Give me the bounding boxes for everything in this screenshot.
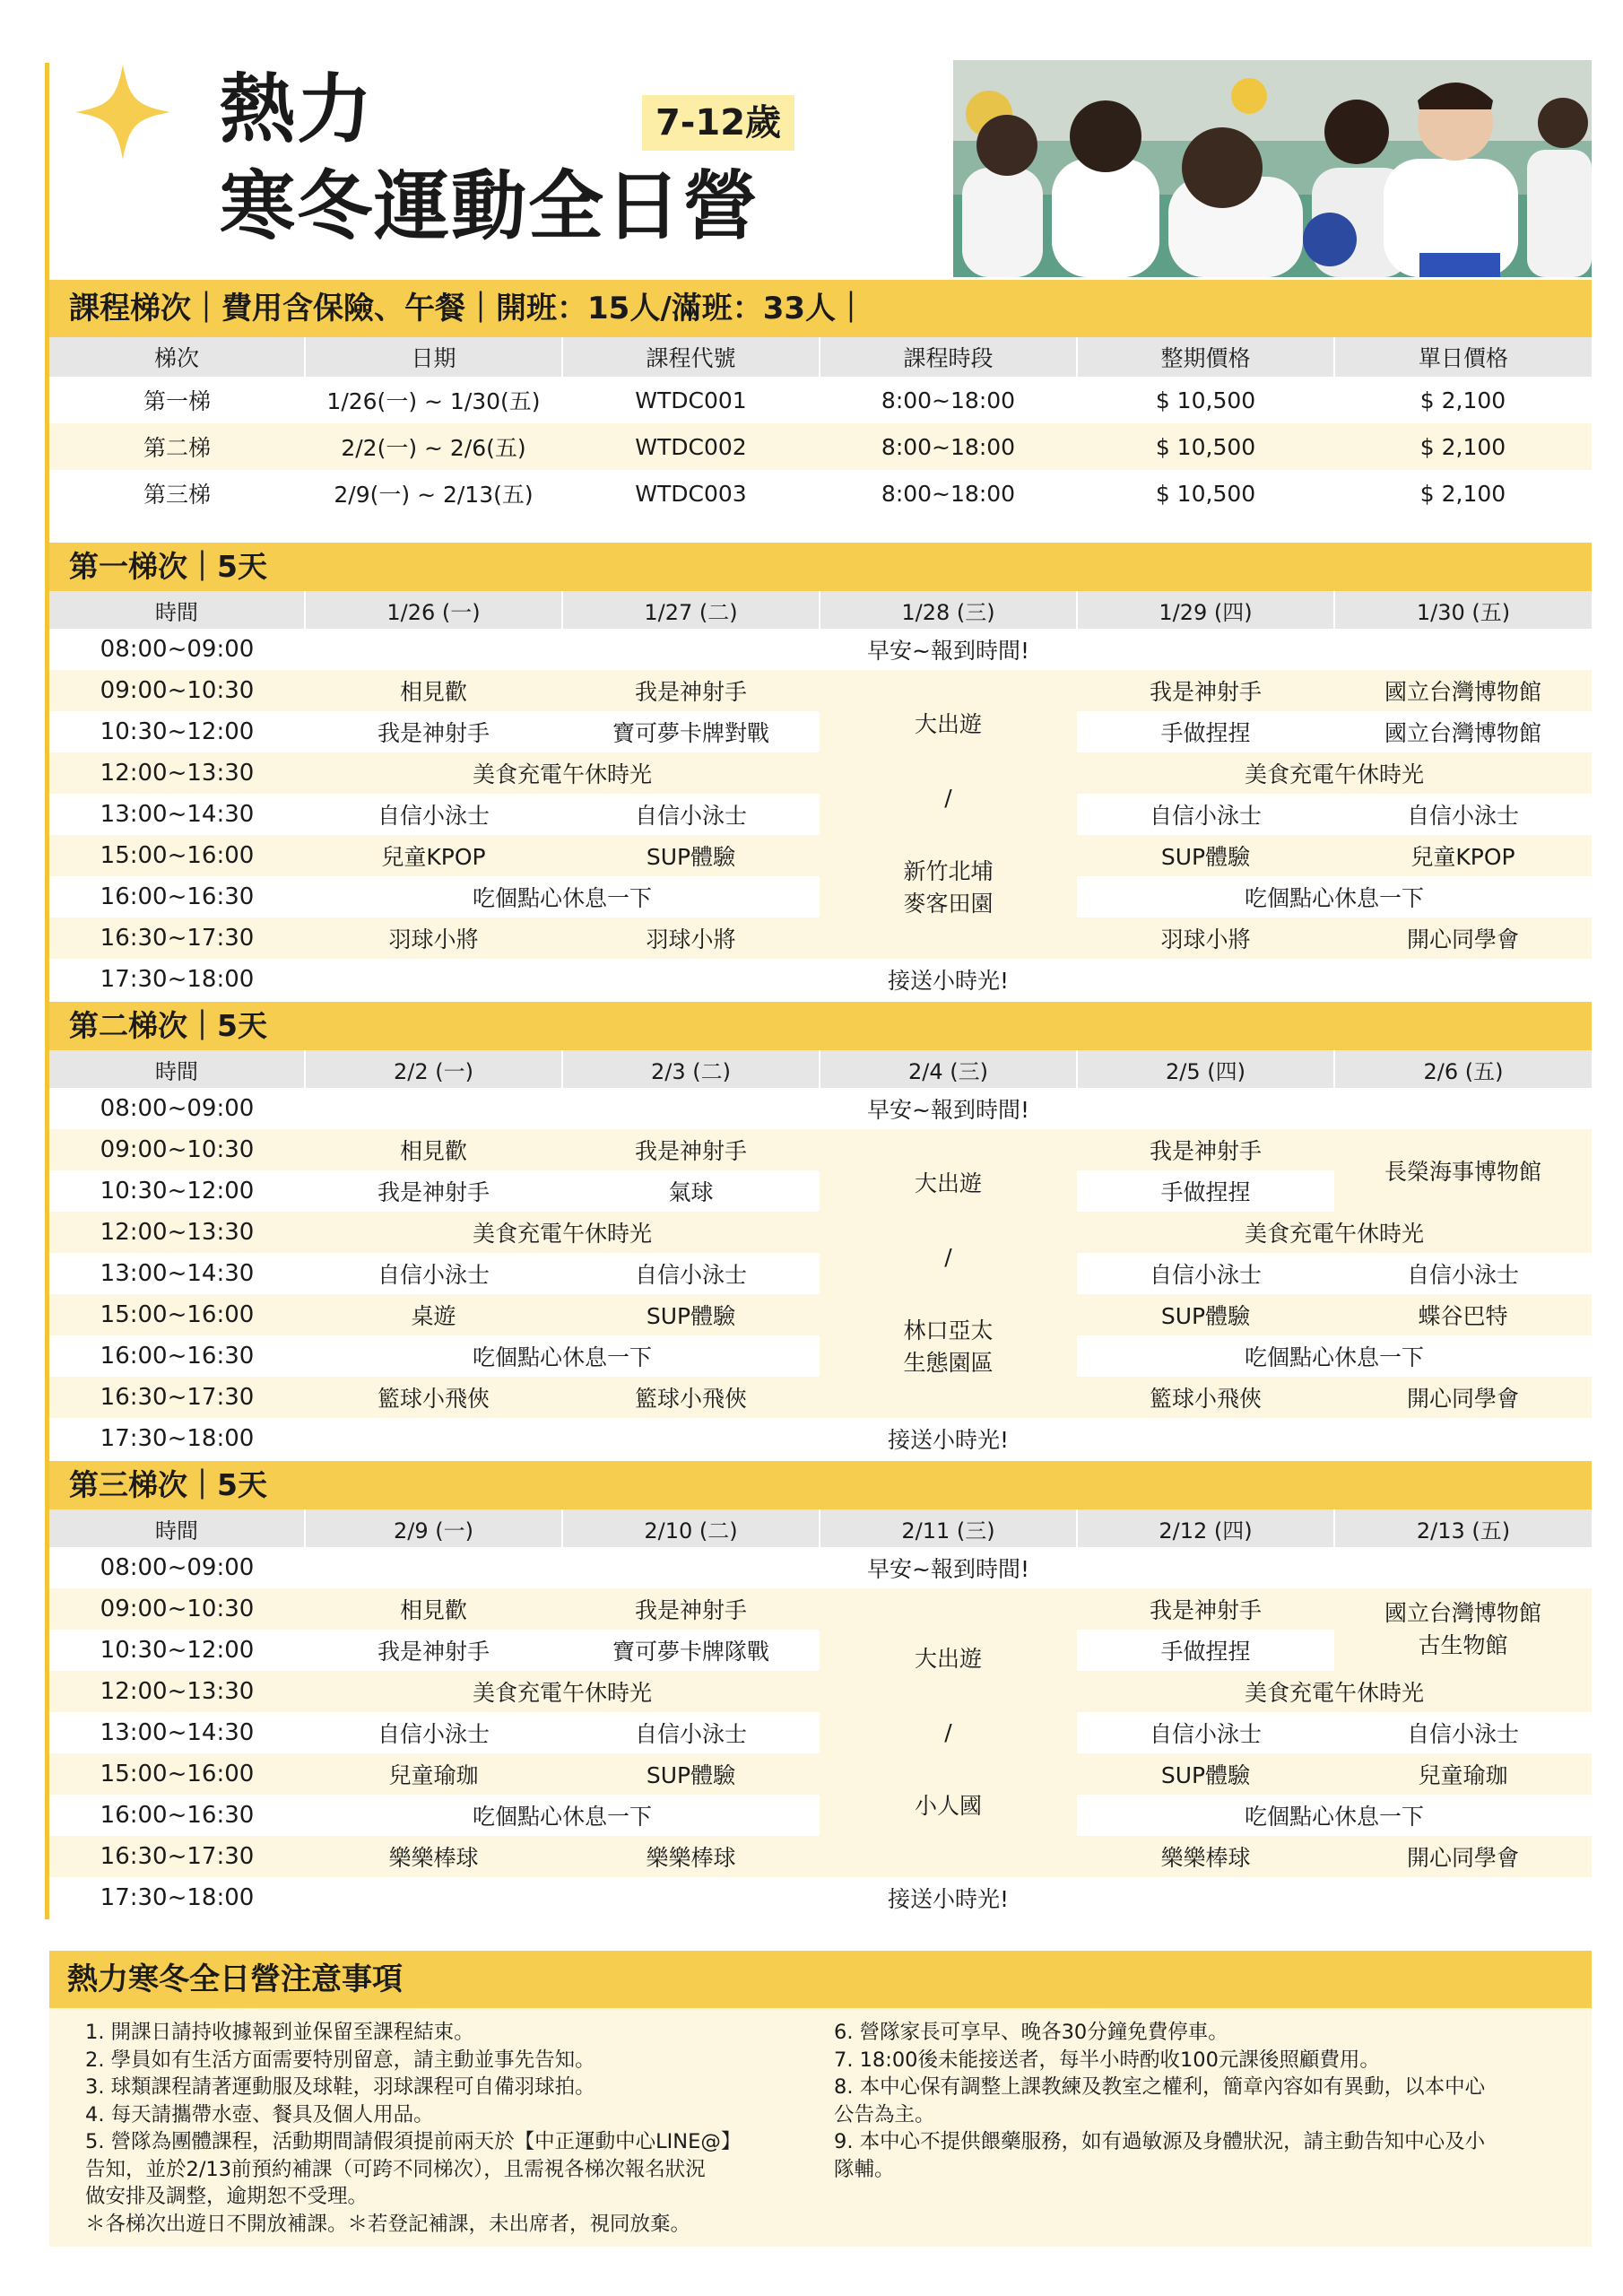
- activity-cell: 我是神射手: [377, 720, 490, 746]
- table-cell: $ 2,100: [1334, 423, 1592, 470]
- note-line: 8. 本中心保有調整上課教練及教室之權利，簡章內容如有異動，以本中心: [834, 2075, 1486, 2099]
- table-cell: $ 10,500: [1155, 387, 1256, 413]
- time-cell: 08:00~09:00: [100, 636, 255, 663]
- activity-cell: 自信小泳士: [377, 803, 490, 829]
- price-header-cell: 課程代號: [562, 337, 820, 377]
- lunch-cell: 美食充電午休時光: [305, 752, 820, 794]
- session-2-schedule: [49, 1050, 1592, 1459]
- activity-cell: 自信小泳士: [1406, 803, 1519, 829]
- trip-cell: [820, 1129, 1077, 1418]
- table-cell: $ 10,500: [1077, 423, 1334, 470]
- morning-cell: 早安~報到時間!: [867, 1556, 1029, 1582]
- activity-cell: 兒童瑜珈: [1334, 1753, 1592, 1795]
- time-cell: 15:00~16:00: [49, 1753, 305, 1795]
- table-row: [49, 1547, 1592, 1588]
- table-cell: 8:00~18:00: [881, 480, 1016, 507]
- snack-cell: 吃個點心休息一下: [472, 1804, 652, 1830]
- schedule-header-cell: 1/29 (四): [1077, 591, 1334, 629]
- activity-cell: 開心同學會: [1334, 1377, 1592, 1418]
- schedule-header-cell: 時間: [49, 1050, 305, 1088]
- time-cell: 09:00~10:30: [49, 1588, 305, 1630]
- snack-cell: 吃個點心休息一下: [472, 885, 652, 911]
- schedule-header-cell: 2/13 (五): [1334, 1509, 1592, 1547]
- time-cell: 08:00~09:00: [100, 1554, 255, 1581]
- museum-line: 國立台灣博物館: [1384, 1600, 1541, 1626]
- schedule-header-cell: 2/12 (四): [1077, 1509, 1334, 1547]
- activity-cell: 相見歡: [305, 1588, 562, 1630]
- time-cell: 10:30~12:00: [100, 1178, 255, 1205]
- note-line: 告知，並於2/13前預約補課（可跨不同梯次），且需視各梯次報名狀況: [85, 2157, 706, 2181]
- activity-cell: SUP體驗: [562, 1294, 820, 1335]
- activity-cell: 自信小泳士: [634, 1721, 747, 1747]
- note-line: 5. 營隊為團體課程，活動期間請假須提前兩天於【中正運動中心LINE@】: [85, 2130, 742, 2153]
- table-row: [49, 629, 1592, 670]
- schedule-header-cell: 1/28 (三): [820, 591, 1077, 629]
- time-cell: 09:00~10:30: [49, 1129, 305, 1170]
- price-header-cell: 整期價格: [1077, 337, 1334, 377]
- age-badge: 7-12歲: [642, 95, 794, 151]
- time-cell: 16:30~17:30: [49, 1836, 305, 1877]
- activity-cell: 自信小泳士: [377, 1721, 490, 1747]
- morning-cell: 早安~報到時間!: [867, 1097, 1029, 1123]
- activity-cell: 我是神射手: [562, 1129, 820, 1170]
- schedule-header-cell: 2/11 (三): [820, 1509, 1077, 1547]
- activity-cell: 我是神射手: [1077, 1129, 1334, 1170]
- schedule-header-cell: 1/30 (五): [1334, 591, 1592, 629]
- trip-line: /: [944, 1719, 952, 1745]
- table-row: [49, 670, 1592, 711]
- trip-line: 大出遊: [914, 711, 982, 737]
- activity-cell: 自信小泳士: [1406, 1262, 1519, 1288]
- trip-line: 麥客田園: [903, 891, 994, 917]
- session-3-schedule: [49, 1509, 1592, 1918]
- price-header-cell: 梯次: [49, 337, 305, 377]
- activity-cell: 樂樂棒球: [1077, 1836, 1334, 1877]
- table-row: [49, 1588, 1592, 1630]
- time-cell: 09:00~10:30: [49, 670, 305, 711]
- session-2-title: 第二梯次｜5天: [49, 1002, 1592, 1050]
- table-row: [49, 1418, 1592, 1459]
- schedule-header-cell: 2/10 (二): [562, 1509, 820, 1547]
- table-cell: $ 2,100: [1419, 480, 1506, 507]
- activity-cell: 兒童KPOP: [305, 835, 562, 876]
- activity-cell: 羽球小將: [562, 918, 820, 959]
- time-cell: 16:00~16:30: [100, 883, 255, 910]
- trip-line: 生態園區: [903, 1350, 994, 1376]
- trip-line: 新竹北埔: [903, 858, 994, 884]
- note-line: 1. 開課日請持收據報到並保留至課程結束。: [85, 2021, 474, 2044]
- table-cell: $ 10,500: [1155, 480, 1256, 507]
- session-1-schedule: [49, 591, 1592, 1000]
- table-cell: 8:00~18:00: [820, 423, 1077, 470]
- schedule-header-cell: 2/4 (三): [820, 1050, 1077, 1088]
- time-cell: 16:30~17:30: [49, 918, 305, 959]
- evening-cell: 接送小時光!: [887, 968, 1010, 994]
- notes-right-column: [834, 2019, 1485, 2183]
- note-line: 9. 本中心不提供餵藥服務，如有過敏源及身體狀況，請主動告知中心及小: [834, 2130, 1486, 2153]
- note-line: 2. 學員如有生活方面需要特別留意，請主動並事先告知。: [85, 2048, 595, 2072]
- activity-cell: 寶可夢卡牌隊戰: [612, 1639, 769, 1665]
- table-cell: WTDC003: [635, 480, 747, 507]
- schedule-header-cell: 1/27 (二): [562, 591, 820, 629]
- activity-cell: 我是神射手: [377, 1639, 490, 1665]
- time-cell: 15:00~16:00: [49, 835, 305, 876]
- activity-cell: 寶可夢卡牌對戰: [612, 720, 769, 746]
- activity-cell: SUP體驗: [562, 835, 820, 876]
- snack-cell: 吃個點心休息一下: [1244, 1804, 1424, 1830]
- note-line: 4. 每天請攜帶水壺、餐具及個人用品。: [85, 2102, 434, 2126]
- lunch-cell: 美食充電午休時光: [305, 1212, 820, 1253]
- activity-cell: 自信小泳士: [634, 1262, 747, 1288]
- activity-cell: SUP體驗: [1077, 835, 1334, 876]
- price-table: [49, 337, 1592, 517]
- note-line: 隊輔。: [834, 2157, 895, 2181]
- museum-line: 古生物館: [1418, 1632, 1508, 1658]
- table-row: [49, 470, 1592, 517]
- schedule-header-cell: 2/9 (一): [305, 1509, 562, 1547]
- session-1-title: 第一梯次｜5天: [49, 543, 1592, 591]
- table-row: [49, 1088, 1592, 1129]
- activity-cell: 國立台灣博物館: [1334, 670, 1592, 711]
- schedule-header-cell: 2/6 (五): [1334, 1050, 1592, 1088]
- price-header-cell: 課程時段: [820, 337, 1077, 377]
- activity-cell: SUP體驗: [1077, 1753, 1334, 1795]
- time-cell: 12:00~13:30: [49, 1212, 305, 1253]
- activity-cell: 羽球小將: [305, 918, 562, 959]
- time-cell: 16:30~17:30: [49, 1377, 305, 1418]
- sparkle-icon: [74, 63, 172, 161]
- trip-line: 小人國: [914, 1793, 982, 1819]
- time-cell: 10:30~12:00: [100, 718, 255, 745]
- price-header-cell: 單日價格: [1334, 337, 1592, 377]
- activity-cell: 兒童瑜珈: [305, 1753, 562, 1795]
- time-cell: 17:30~18:00: [100, 966, 255, 993]
- time-cell: 17:30~18:00: [100, 1425, 255, 1452]
- table-row: [49, 1877, 1592, 1918]
- table-row: [49, 959, 1592, 1000]
- museum-cell: 長榮海事博物館: [1334, 1129, 1592, 1212]
- morning-cell: 早安~報到時間!: [867, 638, 1029, 664]
- evening-cell: 接送小時光!: [887, 1886, 1010, 1912]
- table-row: [49, 1129, 1592, 1170]
- table-row: [49, 377, 1592, 423]
- activity-cell: 籃球小飛俠: [305, 1377, 562, 1418]
- schedule-header-cell: 時間: [49, 591, 305, 629]
- activity-cell: 籃球小飛俠: [562, 1377, 820, 1418]
- lunch-cell: 美食充電午休時光: [305, 1671, 820, 1712]
- time-cell: 13:00~14:30: [100, 1260, 255, 1287]
- activity-cell: 羽球小將: [1077, 918, 1334, 959]
- activity-cell: 自信小泳士: [1149, 1262, 1262, 1288]
- table-cell: $ 2,100: [1419, 387, 1506, 413]
- trip-line: /: [944, 1244, 952, 1270]
- note-line: 3. 球類課程請著運動服及球鞋，羽球課程可自備羽球拍。: [85, 2075, 595, 2099]
- schedule-header-cell: 1/26 (一): [305, 591, 562, 629]
- activity-cell: 我是神射手: [1077, 670, 1334, 711]
- table-cell: 第二梯: [49, 423, 305, 470]
- trip-line: 林口亞太: [903, 1318, 994, 1344]
- notes-box: [49, 2008, 1592, 2247]
- activity-cell: 我是神射手: [1077, 1588, 1334, 1630]
- schedule-header-cell: 2/2 (一): [305, 1050, 562, 1088]
- price-header-cell: 日期: [305, 337, 562, 377]
- trip-line: 大出遊: [914, 1170, 982, 1196]
- museum-cell: [1334, 1588, 1592, 1671]
- table-row: [49, 423, 1592, 470]
- trip-cell: [820, 670, 1077, 959]
- activity-cell: 氣球: [668, 1179, 714, 1205]
- activity-cell: 我是神射手: [562, 1588, 820, 1630]
- note-line: 做安排及調整，逾期恕不受理。: [85, 2185, 369, 2208]
- activity-cell: 自信小泳士: [1149, 1721, 1262, 1747]
- activity-cell: 自信小泳士: [1149, 803, 1262, 829]
- snack-cell: 吃個點心休息一下: [1244, 885, 1424, 911]
- note-line: ＊各梯次出遊日不開放補課。＊若登記補課，未出席者，視同放棄。: [85, 2212, 691, 2236]
- trip-line: /: [944, 785, 952, 811]
- note-line: 公告為主。: [834, 2102, 935, 2126]
- table-cell: 2/9(一) ~ 2/13(五): [334, 482, 534, 508]
- page-title-line2: 寒冬運動全日營: [220, 162, 760, 250]
- table-cell: WTDC002: [562, 423, 820, 470]
- kids-sports-photo: [953, 60, 1592, 277]
- activity-cell: 蝶谷巴特: [1334, 1294, 1592, 1335]
- activity-cell: 自信小泳士: [377, 1262, 490, 1288]
- schedule-header-cell: 2/3 (二): [562, 1050, 820, 1088]
- time-cell: 17:30~18:00: [100, 1884, 255, 1911]
- time-cell: 08:00~09:00: [100, 1095, 255, 1122]
- activity-cell: 桌遊: [305, 1294, 562, 1335]
- activity-cell: 開心同學會: [1334, 918, 1592, 959]
- activity-cell: 我是神射手: [562, 670, 820, 711]
- notes-left-column: [85, 2019, 741, 2238]
- note-line: 7. 18:00後未能接送者，每半小時酌收100元課後照顧費用。: [834, 2048, 1380, 2072]
- activity-cell: 自信小泳士: [634, 803, 747, 829]
- time-cell: 13:00~14:30: [100, 1719, 255, 1746]
- activity-cell: 相見歡: [305, 670, 562, 711]
- trip-cell: [820, 1588, 1077, 1877]
- schedule-header-cell: 時間: [49, 1509, 305, 1547]
- time-cell: 12:00~13:30: [49, 752, 305, 794]
- time-cell: 10:30~12:00: [100, 1637, 255, 1664]
- table-cell: 2/2(一) ~ 2/6(五): [305, 423, 562, 470]
- snack-cell: 吃個點心休息一下: [472, 1344, 652, 1370]
- trip-line: 大出遊: [914, 1646, 982, 1672]
- activity-cell: 自信小泳士: [1406, 1721, 1519, 1747]
- activity-cell: 手做捏捏: [1160, 1639, 1251, 1665]
- lunch-cell: 美食充電午休時光: [1077, 752, 1592, 794]
- course-info-bar: 課程梯次｜費用含保險、午餐｜開班：15人/滿班：33人｜: [49, 280, 1592, 337]
- activity-cell: 籃球小飛俠: [1077, 1377, 1334, 1418]
- session-3-title: 第三梯次｜5天: [49, 1461, 1592, 1509]
- evening-cell: 接送小時光!: [887, 1427, 1010, 1453]
- table-cell: 第三梯: [143, 482, 211, 508]
- time-cell: 16:00~16:30: [100, 1343, 255, 1370]
- activity-cell: 國立台灣博物館: [1384, 720, 1541, 746]
- activity-cell: SUP體驗: [562, 1753, 820, 1795]
- time-cell: 16:00~16:30: [100, 1802, 255, 1829]
- notes-title: 熱力寒冬全日營注意事項: [49, 1951, 1592, 2008]
- table-cell: WTDC001: [635, 387, 747, 413]
- table-cell: 8:00~18:00: [881, 387, 1016, 413]
- snack-cell: 吃個點心休息一下: [1244, 1344, 1424, 1370]
- table-cell: 1/26(一) ~ 1/30(五): [326, 388, 541, 414]
- activity-cell: 我是神射手: [377, 1179, 490, 1205]
- activity-cell: 樂樂棒球: [305, 1836, 562, 1877]
- lunch-cell: 美食充電午休時光: [1077, 1671, 1592, 1712]
- activity-cell: 兒童KPOP: [1334, 835, 1592, 876]
- time-cell: 15:00~16:00: [49, 1294, 305, 1335]
- activity-cell: 手做捏捏: [1160, 1179, 1251, 1205]
- page-title-line1: 熱力: [220, 65, 375, 153]
- note-line: 6. 營隊家長可享早、晚各30分鐘免費停車。: [834, 2021, 1228, 2044]
- lunch-cell: 美食充電午休時光: [1077, 1212, 1592, 1253]
- time-cell: 12:00~13:30: [49, 1671, 305, 1712]
- activity-cell: 開心同學會: [1334, 1836, 1592, 1877]
- time-cell: 13:00~14:30: [100, 801, 255, 828]
- table-cell: 第一梯: [143, 388, 211, 414]
- activity-cell: 相見歡: [305, 1129, 562, 1170]
- activity-cell: 手做捏捏: [1160, 720, 1251, 746]
- activity-cell: 樂樂棒球: [562, 1836, 820, 1877]
- schedule-header-cell: 2/5 (四): [1077, 1050, 1334, 1088]
- activity-cell: SUP體驗: [1077, 1294, 1334, 1335]
